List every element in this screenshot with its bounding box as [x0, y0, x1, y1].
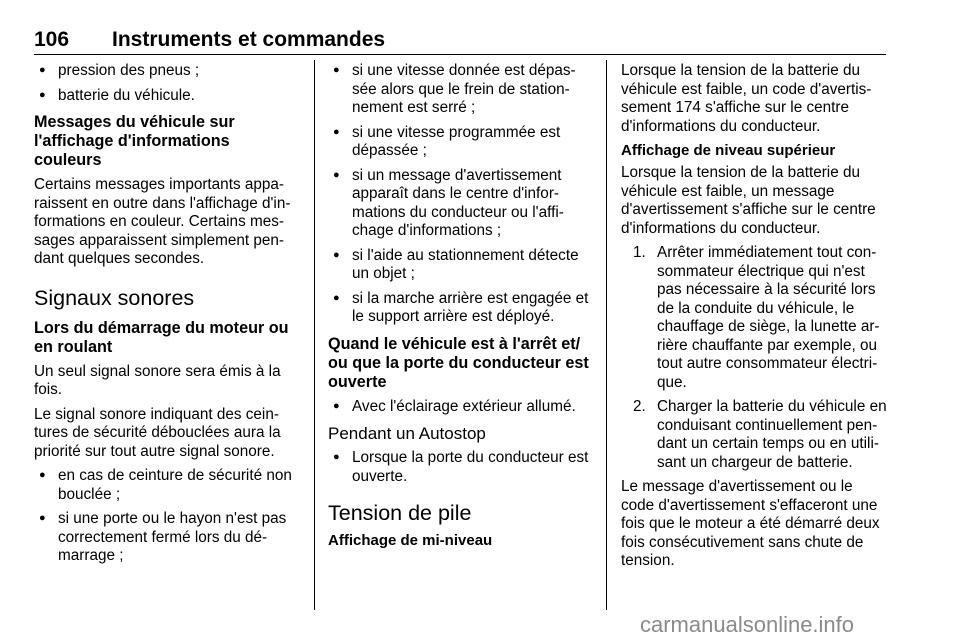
- chapter-title: Instruments et commandes: [112, 28, 386, 51]
- page-number: 106: [34, 28, 70, 51]
- paragraph: Lorsque la tension de la batterie du véhicule est faible, un message d'avertissement s'affiche sur le centre d'informations du conducteur.: [621, 164, 876, 237]
- paragraph: Lorsque la tension de la batterie du véhicule est faible, un code d'avertis-sement 174 s'affiche sur le centre d'informations du conducteur.: [621, 62, 872, 135]
- heading-autostop: Pendant un Autostop: [328, 424, 486, 443]
- heading-vehicle-stopped: Quand le véhicule est à l'arrêt et/ ou que la porte du conducteur est ouverte: [328, 334, 589, 391]
- paragraph: Certains messages importants appa-raissent en outre dans l'affichage d'in-formations en couleur. Certains mes-sages apparaissent simplement pen-dant quelques secondes.: [34, 176, 291, 267]
- bullet-item: ● pression des pneus ;: [34, 62, 300, 81]
- step-text: Charger la batterie du véhicule en conduisant continuellement pen-dant un certain temps ou en utili-sant un chargeur de batterie.: [657, 398, 887, 471]
- bullet-item: ● Lorsque la porte du conducteur est ouverte.: [328, 449, 594, 486]
- watermark: carmanualsonline.info: [640, 612, 855, 637]
- step-text: Arrêter immédiatement tout con-sommateur électrique qui n'est pas nécessaire à la sécurité lors de la conduite du véhicule, le chauffage de siège, la lunette ar-rière chauffante par exemple, ou tout autre consommateur électri-que.: [657, 244, 880, 391]
- bullet-item: ● si la marche arrière est engagée et le support arrière est déployé.: [328, 290, 594, 327]
- paragraph: Le message d'avertissement ou le code d'avertissement s'effaceront une fois que le moteur a été démarré deux fois consécutivement sans chute de tension.: [621, 478, 880, 569]
- section-title-tension-de-pile: Tension de pile: [328, 501, 472, 525]
- column-3: [621, 62, 887, 577]
- subheading-upper-level: Affichage de niveau supérieur: [621, 142, 836, 159]
- paragraph: Un seul signal sonore sera émis à la fois.: [34, 362, 281, 398]
- bullet-item: ● batterie du véhicule.: [34, 87, 300, 106]
- step-number: 1.: [633, 244, 646, 261]
- page-header: [34, 28, 886, 52]
- heading-engine-start: Lors du démarrage du moteur ou en roulant: [34, 318, 289, 356]
- section-title-signaux-sonores: Signaux sonores: [34, 285, 195, 310]
- header-rule: [34, 54, 886, 55]
- step-number: 2.: [633, 398, 646, 415]
- bullet-item: ● Avec l'éclairage extérieur allumé.: [328, 398, 594, 417]
- bullet-item: ● si une vitesse donnée est dépas-sée alors que le frein de station-nement est serré ;: [328, 62, 594, 118]
- subheading-mid-level: Affichage de mi-niveau: [328, 532, 493, 549]
- paragraph: Le signal sonore indiquant des cein-tures de sécurité débouclées aura la priorité sur tout autre signal sonore.: [34, 405, 281, 460]
- heading-vehicle-messages: Messages du véhicule sur l'affichage d'informations couleurs: [34, 113, 235, 169]
- bullet-item: ● si un message d'avertissement apparaît dans le centre d'infor-mations du conducteur ou l'affi-chage d'informations ;: [328, 167, 594, 241]
- column-divider-1: [314, 60, 315, 610]
- numbered-step: [633, 398, 887, 472]
- column-divider-2: [606, 60, 607, 610]
- bullet-item: ● si une vitesse programmée est dépassée ;: [328, 124, 594, 161]
- bullet-item: ● si une porte ou le hayon n'est pas correctement fermé lors du dé-marrage ;: [34, 510, 300, 566]
- bullet-item: ● en cas de ceinture de sécurité non bouclée ;: [34, 467, 300, 504]
- numbered-step: [633, 244, 887, 392]
- column-2: [328, 62, 594, 554]
- bullet-item: ● si l'aide au stationnement détecte un objet ;: [328, 247, 594, 284]
- column-1: [34, 62, 300, 572]
